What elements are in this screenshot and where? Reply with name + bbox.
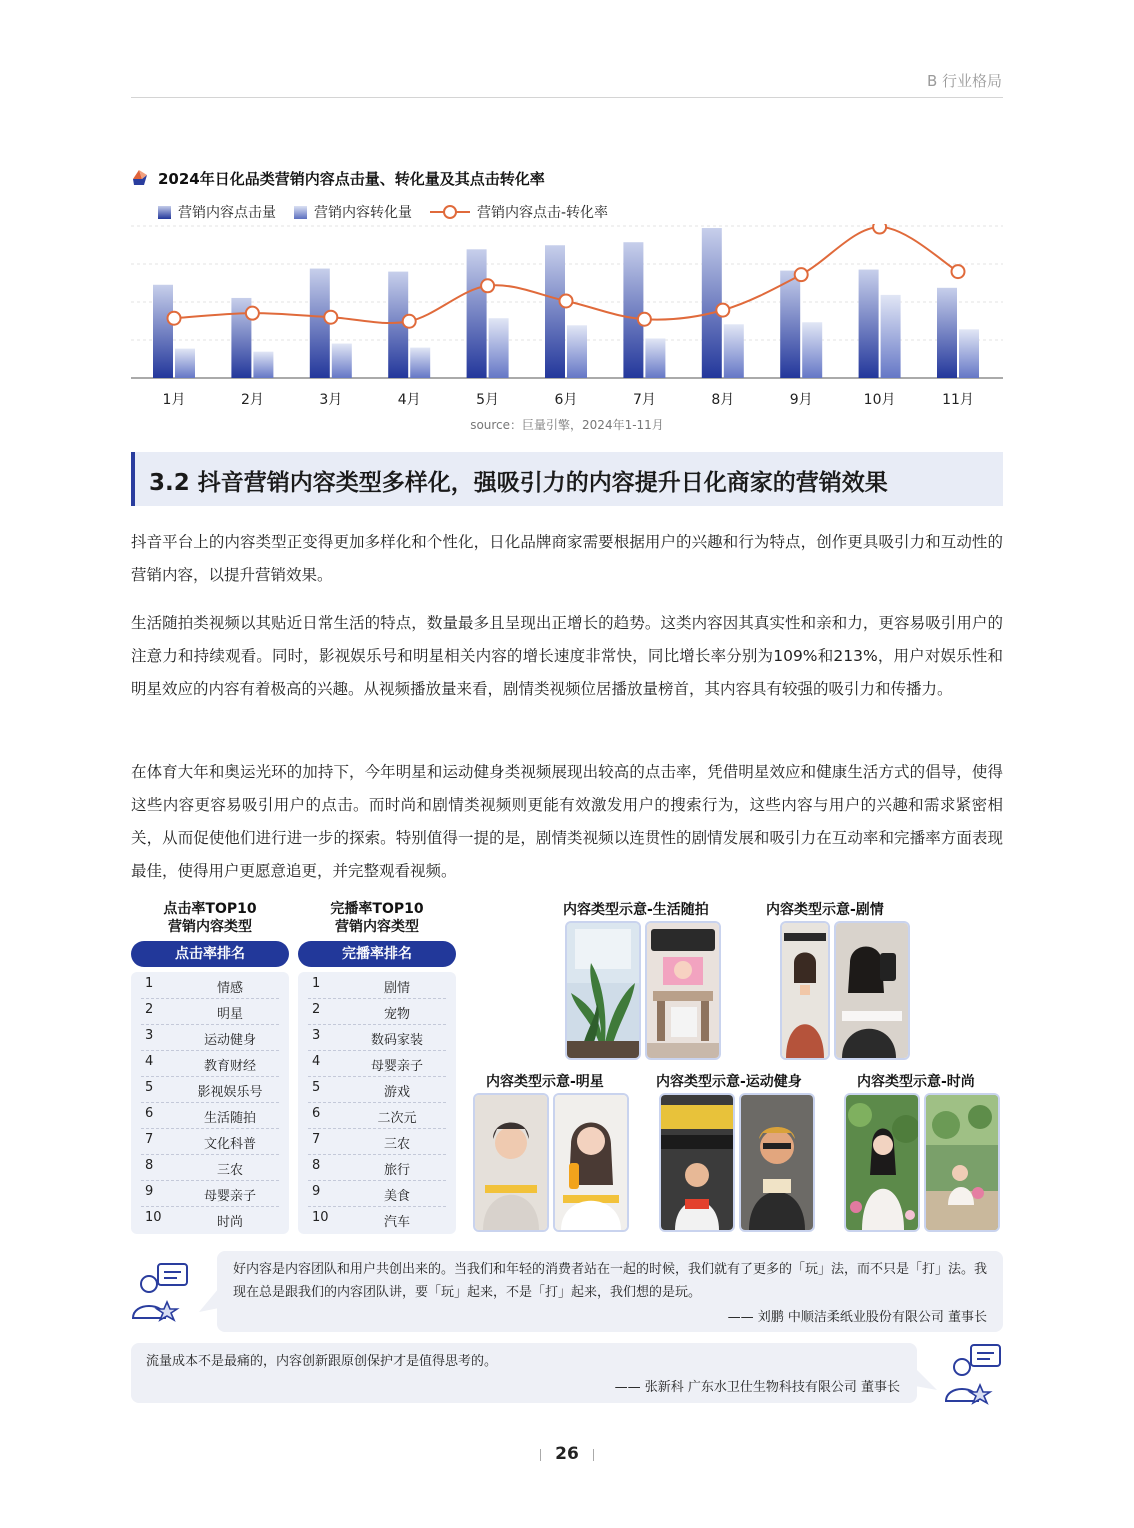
bar-clicks: [153, 285, 173, 378]
quote-text-2: 流量成本不是最痛的，内容创新跟原创保护才是值得思考的。: [146, 1354, 498, 1369]
ranking-category: 三农: [383, 1137, 410, 1152]
ranking-row: [131, 998, 289, 1024]
rate-point: [638, 313, 651, 326]
combo-chart: [131, 224, 1003, 414]
ranking-number: 7: [145, 1132, 154, 1147]
ranking-number: 4: [312, 1054, 321, 1069]
chart-logo-icon: [131, 169, 149, 186]
ranking-number: 3: [145, 1028, 154, 1043]
quote-text-1: 好内容是内容团队和用户共创出来的。当我们和年轻的消费者站在一起的时候，我们就有了更多的「玩」法，而不只是「打」法。我现在总是跟我们的内容团队讲，要「玩」起来，不是「打」起来，我们想的是玩。: [233, 1262, 988, 1300]
chart-source: source：巨量引擎，2024年1-11月: [470, 418, 664, 432]
star-product-image: [555, 1095, 627, 1230]
fashion-garden-image: [846, 1095, 918, 1230]
ranking-category: 母婴亲子: [203, 1189, 256, 1204]
rate-point: [168, 312, 181, 325]
rate-point: [481, 279, 494, 292]
drama-selfie-image: [836, 923, 908, 1058]
bar-conversions: [645, 338, 665, 378]
drama-thumbnail-2[interactable]: [834, 921, 910, 1060]
ranking-row: [298, 1206, 456, 1232]
ranking-number: 8: [145, 1158, 154, 1173]
fashion-thumbnail-1[interactable]: [844, 1093, 920, 1232]
ranking-row: [298, 1024, 456, 1050]
bar-conversions: [175, 349, 195, 378]
ranking-row: [298, 1050, 456, 1076]
bar-conversions: [567, 325, 587, 378]
legend-rate: [430, 202, 608, 222]
ranking-category: 生活随拍: [203, 1111, 256, 1126]
legend-clicks-swatch: [158, 206, 171, 219]
ranking-category: 汽车: [383, 1215, 410, 1230]
rate-point: [403, 315, 416, 328]
bar-conversions: [881, 295, 901, 378]
page-number: 26: [555, 1444, 579, 1464]
sport-race-image: [661, 1095, 733, 1230]
ranking-category: 教育财经: [203, 1059, 256, 1074]
quote-attribution-2: —— 张新科 广东水卫仕生物科技有限公司 董事长: [614, 1380, 900, 1395]
quote-attribution-1: —— 刘鹏 中顺洁柔纸业股份有限公司 董事长: [727, 1310, 987, 1325]
ranking-category: 文化科普: [203, 1137, 256, 1152]
quote-speaker-icon: [944, 1343, 1004, 1405]
sport-thumbnail-1[interactable]: [659, 1093, 735, 1232]
x-tick-label: 4月: [397, 392, 421, 408]
quote-pointer-2: [915, 1368, 937, 1392]
ranking-category: 数码家装: [370, 1033, 423, 1048]
ranking-row: [131, 1154, 289, 1180]
x-tick-label: 7月: [632, 392, 656, 408]
ranking-number: 1: [312, 976, 321, 991]
ranking-row: [298, 1154, 456, 1180]
rate-point: [716, 304, 729, 317]
legend-rate-label: 营销内容点击-转化率: [477, 205, 609, 221]
bar-clicks: [467, 249, 487, 378]
x-tick-label: 6月: [554, 392, 578, 408]
example-caption-star: 内容类型示意-明星: [486, 1074, 604, 1090]
header-divider: [131, 97, 1003, 98]
bar-conversions: [489, 318, 509, 378]
example-caption-life: 内容类型示意-生活随拍: [563, 902, 709, 918]
complete-ranking-heading-line1: 完播率TOP10: [330, 901, 424, 917]
ranking-row: [131, 1102, 289, 1128]
plant-image: [567, 923, 639, 1058]
rate-point: [246, 307, 259, 320]
example-caption-sport: 内容类型示意-运动健身: [656, 1074, 802, 1090]
ranking-number: 9: [145, 1184, 154, 1199]
quote-pointer-1: [199, 1288, 219, 1312]
ranking-category: 剧情: [383, 981, 410, 996]
click-ranking-pill: 点击率排名: [131, 941, 289, 967]
ranking-number: 8: [312, 1158, 321, 1173]
sport-athlete-image: [741, 1095, 813, 1230]
body-paragraph: 抖音平台上的内容类型正变得更加多样化和个性化，日化品牌商家需要根据用户的兴趣和行为特点，创作更具吸引力和互动性的营销内容，以提升营销效果。: [131, 533, 1003, 584]
body-paragraph: 生活随拍类视频以其贴近日常生活的特点，数量最多且呈现出正增长的趋势。这类内容因其真实性和亲和力，更容易吸引用户的注意力和持续观看。同时，影视娱乐号和明星相关内容的增长速度非常快，同比增长率分别为109%和213%，用户对娱乐性和明星效应的内容有着极高的兴趣。从视频播放量来看，剧情类视频位居播放量榜首，其内容具有较强的吸引力和传播力。: [131, 614, 1003, 698]
ranking-number: 6: [312, 1106, 321, 1121]
bar-clicks: [859, 270, 879, 378]
section-title: 3.2 抖音营销内容类型多样化，强吸引力的内容提升日化商家的营销效果: [149, 470, 888, 496]
legend-clicks-label: 营销内容点击量: [178, 205, 276, 221]
click-ranking-table: [131, 972, 289, 1234]
complete-ranking-heading-line2: 营销内容类型: [335, 919, 419, 935]
star-thumbnail-2[interactable]: [553, 1093, 629, 1232]
life-thumbnail-1[interactable]: [565, 921, 641, 1060]
bar-clicks: [702, 228, 722, 378]
ranking-row: [131, 1076, 289, 1102]
ranking-row: [131, 1024, 289, 1050]
complete-ranking-table: [298, 972, 456, 1234]
body-paragraph: 在体育大年和奥运光环的加持下，今年明星和运动健身类视频展现出较高的点击率，凭借明星效应和健康生活方式的倡导，使得这些内容更容易吸引用户的点击。而时尚和剧情类视频则更能有效激发用户的搜索行为，这些内容与用户的兴趣和需求紧密相关，从而促使他们进行进一步的探索。特别值得一提的是，剧情类视频以连贯性的剧情发展和吸引力在互动率和完播率方面表现最佳，使得用户更愿意追更，并完整观看视频。: [131, 763, 1003, 880]
ranking-row: [298, 972, 456, 998]
bar-conversions: [410, 348, 430, 378]
ranking-number: 7: [312, 1132, 321, 1147]
x-tick-label: 3月: [319, 392, 343, 408]
star-thumbnail-1[interactable]: [473, 1093, 549, 1232]
ranking-number: 10: [312, 1210, 329, 1225]
ranking-category: 宠物: [383, 1007, 410, 1022]
quote-speaker-icon: [131, 1262, 191, 1322]
ranking-row: [298, 1180, 456, 1206]
chart-title: 2024年日化品类营销内容点击量、转化量及其点击转化率: [158, 170, 545, 188]
x-tick-label: 10月: [863, 392, 896, 408]
complete-ranking-heading: [298, 900, 456, 936]
bar-conversions: [802, 322, 822, 378]
ranking-row: [131, 1206, 289, 1232]
ranking-row: [131, 1050, 289, 1076]
complete-ranking-pill: 完播率排名: [298, 941, 456, 967]
ranking-row: [298, 1102, 456, 1128]
room-image: [647, 923, 719, 1058]
ranking-number: 5: [312, 1080, 321, 1095]
x-tick-label: 9月: [789, 392, 813, 408]
ranking-number: 1: [145, 976, 154, 991]
x-tick-label: 8月: [711, 392, 735, 408]
legend-conversions-label: 营销内容转化量: [314, 205, 412, 221]
ranking-category: 时尚: [216, 1215, 243, 1230]
legend-clicks: [158, 202, 276, 222]
life-thumbnail-2[interactable]: [645, 921, 721, 1060]
ranking-category: 游戏: [383, 1085, 410, 1100]
bar-clicks: [780, 271, 800, 378]
ranking-row: [131, 972, 289, 998]
rate-point: [324, 311, 337, 324]
bar-conversions: [959, 329, 979, 378]
rate-point: [560, 294, 573, 307]
ranking-number: 6: [145, 1106, 154, 1121]
ranking-category: 美食: [383, 1189, 410, 1204]
ranking-category: 影视娱乐号: [197, 1085, 263, 1100]
ranking-row: [298, 1076, 456, 1102]
x-tick-label: 11月: [942, 392, 974, 408]
ranking-row: [131, 1180, 289, 1206]
ranking-category: 明星: [216, 1007, 243, 1022]
click-ranking-heading: [131, 900, 289, 936]
rate-point: [952, 265, 965, 278]
star-portrait-image: [475, 1095, 547, 1230]
section-label: B 行业格局: [926, 72, 1002, 90]
ranking-category: 运动健身: [203, 1033, 256, 1048]
click-ranking-heading-line1: 点击率TOP10: [163, 901, 257, 917]
legend-conversions: [294, 202, 412, 222]
ranking-category: 母婴亲子: [370, 1059, 423, 1074]
page-number-tick-right: [593, 1449, 594, 1461]
fashion-thumbnail-2[interactable]: [924, 1093, 1000, 1232]
x-tick-label: 1月: [162, 392, 186, 408]
example-caption-drama: 内容类型示意-剧情: [766, 902, 884, 918]
rate-line: [174, 227, 958, 323]
bar-conversions: [253, 352, 273, 378]
click-ranking-heading-line2: 营销内容类型: [168, 919, 252, 935]
ranking-category: 旅行: [383, 1163, 410, 1178]
ranking-number: 2: [312, 1002, 321, 1017]
drama-person-image: [782, 923, 828, 1058]
ranking-number: 9: [312, 1184, 321, 1199]
ranking-category: 二次元: [377, 1111, 417, 1126]
ranking-number: 2: [145, 1002, 154, 1017]
ranking-number: 3: [312, 1028, 321, 1043]
x-tick-label: 2月: [240, 392, 264, 408]
legend-rate-swatch: [430, 203, 470, 221]
legend-conversions-swatch: [294, 206, 307, 219]
ranking-category: 三农: [216, 1163, 243, 1178]
bar-clicks: [623, 242, 643, 378]
rate-point: [873, 224, 886, 234]
x-tick-label: 5月: [476, 392, 500, 408]
ranking-category: 情感: [216, 981, 243, 996]
bar-conversions: [332, 344, 352, 378]
bar-conversions: [724, 324, 744, 378]
ranking-row: [298, 1128, 456, 1154]
rate-point: [795, 268, 808, 281]
ranking-number: 4: [145, 1054, 154, 1069]
bar-clicks: [545, 245, 565, 378]
chart-legend: [158, 203, 626, 221]
ranking-row: [131, 1128, 289, 1154]
bar-clicks: [937, 288, 957, 378]
sport-thumbnail-2[interactable]: [739, 1093, 815, 1232]
ranking-number: 10: [145, 1210, 162, 1225]
ranking-number: 5: [145, 1080, 154, 1095]
example-caption-fashion: 内容类型示意-时尚: [857, 1074, 975, 1090]
ranking-row: [298, 998, 456, 1024]
drama-thumbnail-1[interactable]: [780, 921, 830, 1060]
fashion-outdoor-image: [926, 1095, 998, 1230]
